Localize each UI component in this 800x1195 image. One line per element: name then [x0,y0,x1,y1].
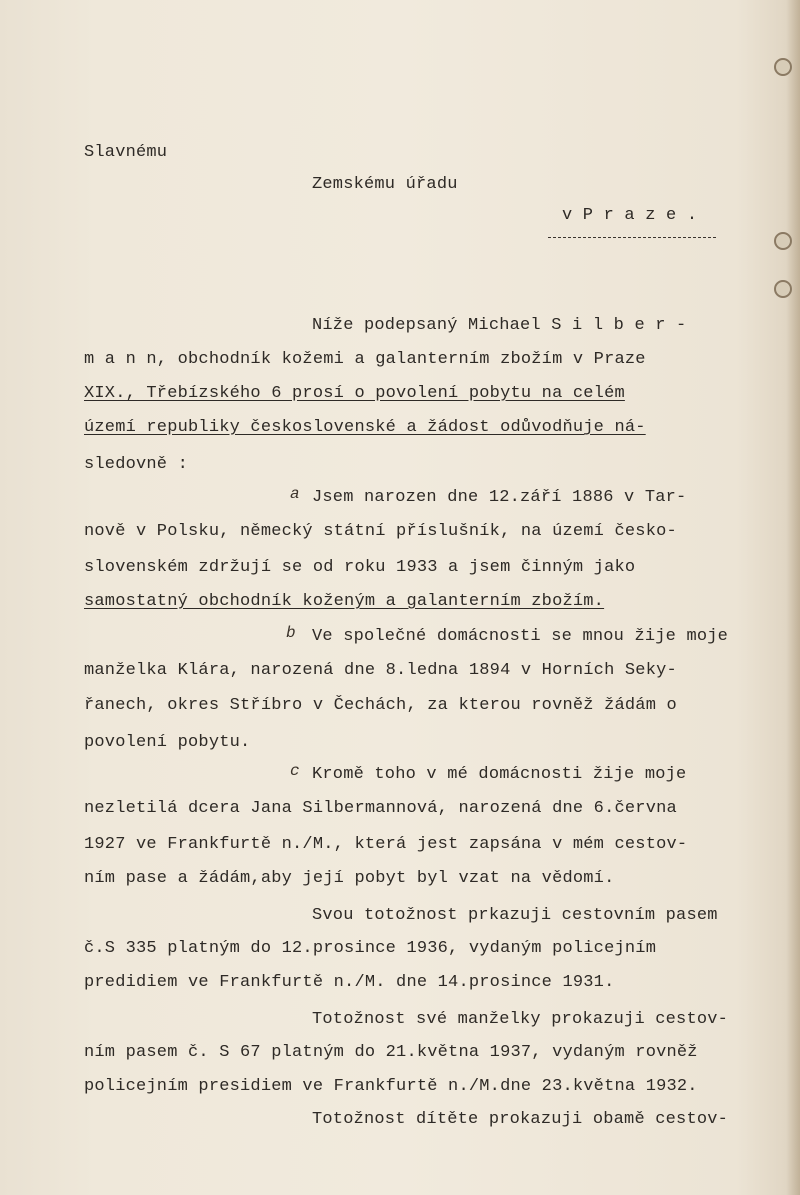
address-divider [548,237,716,238]
body-line: ním pase a žádám,aby její pobyt byl vzat na vědomí. [84,869,615,888]
margin-mark: b [286,624,296,642]
body-line: řanech, okres Stříbro v Čechách, za kterou rovněž žádám o [84,696,677,715]
body-line: Ve společné domácnosti se mnou žije moje [312,627,729,646]
binding-hole-icon [774,280,792,298]
body-line: m a n n, obchodník kožemi a galanterním zbožím v Praze [84,350,646,369]
page-edge-shadow [786,0,800,1195]
body-line: Kromě toho v mé domácnosti žije moje [312,765,687,784]
body-line: policejním presidiem ve Frankfurtě n./M.dne 23.května 1932. [84,1077,698,1096]
body-line: nezletilá dcera Jana Silbermannová, narozená dne 6.června [84,799,677,818]
body-line: slovenském zdržují se od roku 1933 a jsem činným jako [84,558,636,577]
body-line: č.S 335 platným do 12.prosince 1936, vydaným policejním [84,939,657,958]
body-line: povolení pobytu. [84,733,251,752]
office-name: Zemskému úřadu [312,175,458,194]
body-line: Totožnost dítěte prokazuji obamě cestov- [312,1110,729,1129]
margin-mark: a [290,485,300,503]
body-line: Totožnost své manželky prokazuji cestov- [312,1010,729,1029]
body-line: manželka Klára, narozená dne 8.ledna 1894 v Horních Seky- [84,661,677,680]
body-line: Jsem narozen dne 12.září 1886 v Tar- [312,488,687,507]
city-name: v P r a z e . [562,206,698,225]
body-line: ním pasem č. S 67 platným do 21.května 1937, vydaným rovněž [84,1043,698,1062]
binding-hole-icon [774,58,792,76]
body-line: Svou totožnost prkazuji cestovním pasem [312,906,718,925]
body-line: nově v Polsku, německý státní příslušník, na území česko- [84,522,677,541]
body-line: predidiem ve Frankfurtě n./M. dne 14.prosince 1931. [84,973,615,992]
margin-mark: c [290,762,300,780]
body-line: samostatný obchodník koženým a galanterním zbožím. [84,592,605,611]
body-line: Níže podepsaný Michael S i l b e r - [312,316,687,335]
body-line: sledovně : [84,455,189,474]
body-line: XIX., Třebízského 6 prosí o povolení pobytu na celém [84,384,625,403]
salutation: Slavnému [84,143,168,162]
body-line: území republiky československé a žádost odůvodňuje ná- [84,418,646,437]
binding-hole-icon [774,232,792,250]
body-line: 1927 ve Frankfurtě n./M., která jest zapsána v mém cestov- [84,835,688,854]
